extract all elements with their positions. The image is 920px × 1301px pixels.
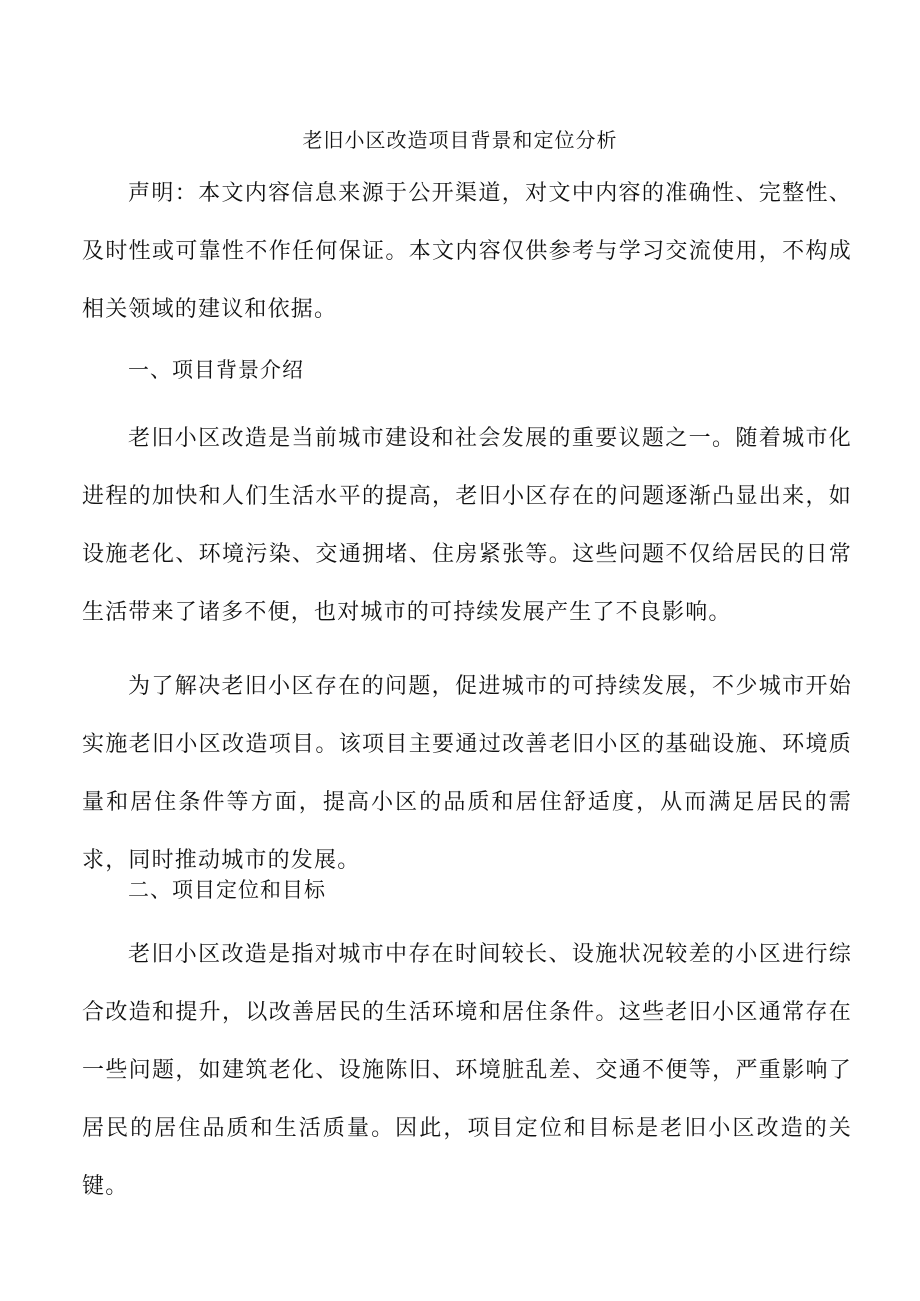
disclaimer-paragraph: 声明：本文内容信息来源于公开渠道，对文中内容的准确性、完整性、及时性或可靠性不作任何保证。本文内容仅供参考与学习交流使用，不构成相关领域的建议和依据。 xyxy=(82,181,852,322)
section-1-paragraph-1: 老旧小区改造是当前城市建设和社会发展的重要议题之一。随着城市化进程的加快和人们生活水平的提高，老旧小区存在的问题逐渐凸显出来，如设施老化、环境污染、交通拥堵、住房紧张等。这些问题不仅给居民的日常生活带来了诸多不便，也对城市的可持续发展产生了不良影响。 xyxy=(82,426,852,625)
section-2-heading: 二、项目定位和目标 xyxy=(128,878,326,902)
section-2-paragraph-1: 老旧小区改造是指对城市中存在时间较长、设施状况较差的小区进行综合改造和提升，以改善居民的生活环境和居住条件。这些老旧小区通常存在一些问题，如建筑老化、设施陈旧、环境脏乱差、交通不便等，严重影响了居民的居住品质和生活质量。因此，项目定位和目标是老旧小区改造的关键。 xyxy=(82,942,852,1199)
section-1-paragraph-2: 为了解决老旧小区存在的问题，促进城市的可持续发展，不少城市开始实施老旧小区改造项目。该项目主要通过改善老旧小区的基础设施、环境质量和居住条件等方面，提高小区的品质和居住舒适度，从而满足居民的需求，同时推动城市的发展。 xyxy=(82,674,852,873)
document-title: 老旧小区改造项目背景和定位分析 xyxy=(302,128,618,152)
section-1-heading: 一、项目背景介绍 xyxy=(128,358,304,382)
